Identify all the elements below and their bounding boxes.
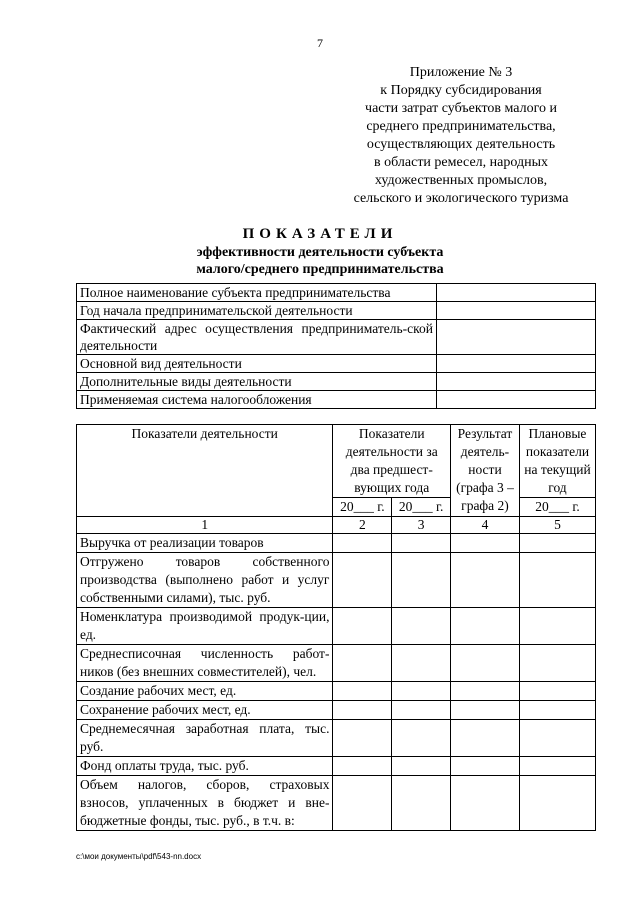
- info-label: Дополнительные виды деятельности: [77, 373, 437, 391]
- document-subtitle: [0, 244, 640, 278]
- value-cell[interactable]: [392, 553, 451, 608]
- value-cell[interactable]: [392, 757, 451, 776]
- appendix-line: художественных промыслов,: [374, 173, 548, 188]
- value-cell[interactable]: [333, 645, 392, 682]
- table-row: [77, 757, 596, 776]
- indicator-label: Среднемесячная заработная плата, тыс. руб.: [77, 720, 333, 757]
- value-cell[interactable]: [392, 682, 451, 701]
- value-cell[interactable]: [392, 776, 451, 831]
- table-row: [77, 534, 596, 553]
- value-cell[interactable]: [333, 608, 392, 645]
- value-cell[interactable]: [451, 534, 520, 553]
- value-cell[interactable]: [333, 720, 392, 757]
- table-row: [77, 608, 596, 645]
- appendix-line: Приложение № 3: [409, 65, 513, 80]
- indicators-table: [76, 424, 596, 831]
- table-row: [77, 553, 596, 608]
- value-cell[interactable]: [519, 701, 595, 720]
- header-planned-year: 20___ г.: [519, 498, 595, 517]
- appendix-line: части затрат субъектов малого и: [365, 101, 557, 116]
- column-number: 5: [519, 517, 595, 534]
- column-number: 4: [451, 517, 520, 534]
- value-cell[interactable]: [451, 776, 520, 831]
- header-planned: Плановые показатели на текущий год: [519, 425, 595, 498]
- info-value-cell[interactable]: [437, 373, 596, 391]
- value-cell[interactable]: [392, 534, 451, 553]
- indicator-label: Выручка от реализации товаров: [77, 534, 333, 553]
- value-cell[interactable]: [333, 682, 392, 701]
- header-year-b: 20___ г.: [392, 498, 451, 517]
- info-label: Применяемая система налогообложения: [77, 391, 437, 409]
- indicator-label: Объем налогов, сборов, страховых взносов, уплаченных в бюджет и вне-бюджетные фонды, тыс. руб., в т.ч. в:: [77, 776, 333, 831]
- value-cell[interactable]: [392, 645, 451, 682]
- column-number: 3: [392, 517, 451, 534]
- indicator-label: Среднесписочная численность работ-ников (без внешних совместителей), чел.: [77, 645, 333, 682]
- file-path-footer: c:\мои документы\pdf\543-nn.docx: [76, 852, 202, 861]
- info-value-cell[interactable]: [437, 302, 596, 320]
- value-cell[interactable]: [519, 608, 595, 645]
- table-row: [77, 391, 596, 409]
- value-cell[interactable]: [451, 682, 520, 701]
- entity-info-table: [76, 283, 596, 409]
- column-number-row: [77, 517, 596, 534]
- header-prior-years: Показатели деятельности за два предшест-вующих года: [333, 425, 451, 498]
- value-cell[interactable]: [451, 608, 520, 645]
- indicator-label: Фонд оплаты труда, тыс. руб.: [77, 757, 333, 776]
- table-row: [77, 682, 596, 701]
- value-cell[interactable]: [333, 553, 392, 608]
- value-cell[interactable]: [519, 720, 595, 757]
- info-value-cell[interactable]: [437, 355, 596, 373]
- appendix-line: сельского и экологического туризма: [353, 191, 569, 206]
- appendix-line: в области ремесел, народных: [374, 155, 548, 170]
- document-title: ПОКАЗАТЕЛИ: [242, 226, 398, 242]
- table-row: [77, 373, 596, 391]
- subtitle-line: эффективности деятельности субъекта: [196, 245, 444, 260]
- table-header-row: [77, 425, 596, 498]
- value-cell[interactable]: [333, 776, 392, 831]
- info-value-cell[interactable]: [437, 284, 596, 302]
- indicator-label: Создание рабочих мест, ед.: [77, 682, 333, 701]
- header-result: Результат деятель-ности (графа 3 – графа 2): [451, 425, 520, 517]
- table-row: [77, 645, 596, 682]
- value-cell[interactable]: [451, 553, 520, 608]
- info-label: Год начала предпринимательской деятельности: [77, 302, 437, 320]
- table-row: [77, 355, 596, 373]
- value-cell[interactable]: [451, 757, 520, 776]
- value-cell[interactable]: [519, 757, 595, 776]
- value-cell[interactable]: [333, 757, 392, 776]
- value-cell[interactable]: [451, 720, 520, 757]
- table-row: [77, 320, 596, 355]
- appendix-line: среднего предпринимательства,: [366, 119, 556, 134]
- column-number: 2: [333, 517, 392, 534]
- info-label: Полное наименование субъекта предпринимательства: [77, 284, 437, 302]
- value-cell[interactable]: [519, 645, 595, 682]
- header-indicators: Показатели деятельности: [77, 425, 333, 517]
- value-cell[interactable]: [519, 682, 595, 701]
- info-label: Фактический адрес осуществления предприниматель-ской деятельности: [77, 320, 437, 355]
- value-cell[interactable]: [333, 701, 392, 720]
- column-number: 1: [77, 517, 333, 534]
- value-cell[interactable]: [392, 701, 451, 720]
- indicator-label: Отгружено товаров собственного производства (выполнено работ и услуг собственными силами), тыс. руб.: [77, 553, 333, 608]
- page-number: 7: [317, 36, 323, 50]
- table-row: [77, 302, 596, 320]
- info-label: Основной вид деятельности: [77, 355, 437, 373]
- table-row: [77, 284, 596, 302]
- info-value-cell[interactable]: [437, 320, 596, 355]
- value-cell[interactable]: [519, 776, 595, 831]
- appendix-line: осуществляющих деятельность: [366, 137, 556, 152]
- value-cell[interactable]: [519, 553, 595, 608]
- value-cell[interactable]: [392, 720, 451, 757]
- info-value-cell[interactable]: [437, 391, 596, 409]
- subtitle-line: малого/среднего предпринимательства: [196, 262, 444, 277]
- value-cell[interactable]: [333, 534, 392, 553]
- indicator-label: Сохранение рабочих мест, ед.: [77, 701, 333, 720]
- table-row: [77, 776, 596, 831]
- value-cell[interactable]: [451, 645, 520, 682]
- header-year-a: 20___ г.: [333, 498, 392, 517]
- indicator-label: Номенклатура производимой продук-ции, ед.: [77, 608, 333, 645]
- appendix-line: к Порядку субсидирования: [380, 83, 542, 98]
- value-cell[interactable]: [519, 534, 595, 553]
- appendix-caption: [330, 64, 592, 208]
- value-cell[interactable]: [392, 608, 451, 645]
- value-cell[interactable]: [451, 701, 520, 720]
- table-row: [77, 720, 596, 757]
- table-row: [77, 701, 596, 720]
